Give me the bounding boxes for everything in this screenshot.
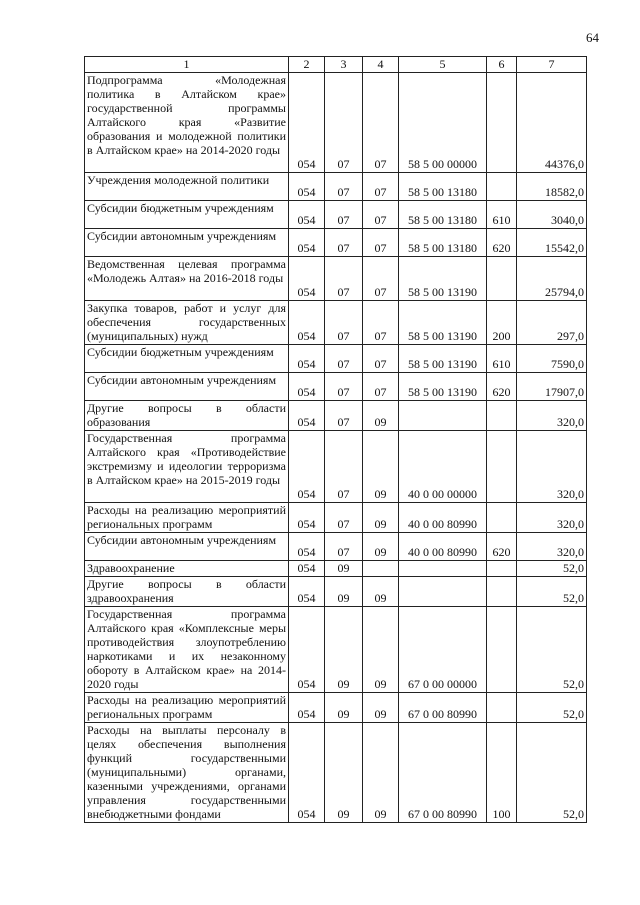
row-ved: 054 xyxy=(289,201,325,229)
row-ved: 054 xyxy=(289,607,325,693)
row-csr: 58 5 00 13190 xyxy=(399,301,487,345)
row-name: Подпрограмма «Молодежная политика в Алтайском крае» государственной программы Алтайского края «Развитие образования и молодежной политики в Алтайском крае» на 2014-2020 годы xyxy=(85,73,289,173)
row-pr: 07 xyxy=(363,229,399,257)
row-rz: 07 xyxy=(325,533,363,561)
row-pr: 09 xyxy=(363,401,399,431)
row-vr xyxy=(487,577,517,607)
row-ved: 054 xyxy=(289,401,325,431)
header-col-1: 1 xyxy=(85,57,289,73)
row-rz: 07 xyxy=(325,503,363,533)
row-ved: 054 xyxy=(289,345,325,373)
row-rz: 07 xyxy=(325,229,363,257)
header-col-4: 4 xyxy=(363,57,399,73)
row-pr: 09 xyxy=(363,693,399,723)
table-row xyxy=(85,173,587,201)
row-csr xyxy=(399,577,487,607)
table-row xyxy=(85,301,587,345)
row-csr: 40 0 00 00000 xyxy=(399,431,487,503)
table-row xyxy=(85,607,587,693)
row-rz: 07 xyxy=(325,401,363,431)
row-vr xyxy=(487,693,517,723)
row-csr: 40 0 00 80990 xyxy=(399,533,487,561)
row-pr: 09 xyxy=(363,533,399,561)
row-rz: 07 xyxy=(325,201,363,229)
row-pr: 09 xyxy=(363,431,399,503)
row-pr: 07 xyxy=(363,373,399,401)
row-vr xyxy=(487,401,517,431)
row-csr: 58 5 00 13190 xyxy=(399,345,487,373)
row-ved: 054 xyxy=(289,561,325,577)
row-vr xyxy=(487,73,517,173)
row-sum: 7590,0 xyxy=(517,345,587,373)
row-name: Государственная программа Алтайского края «Противодействие экстремизму и идеологии терроризма в Алтайском крае» на 2015-2019 годы xyxy=(85,431,289,503)
row-pr: 07 xyxy=(363,301,399,345)
row-rz: 09 xyxy=(325,561,363,577)
row-csr: 58 5 00 13180 xyxy=(399,173,487,201)
table-row xyxy=(85,345,587,373)
header-col-6: 6 xyxy=(487,57,517,73)
row-sum: 52,0 xyxy=(517,561,587,577)
row-name: Другие вопросы в области здравоохранения xyxy=(85,577,289,607)
row-name: Субсидии автономным учреждениям xyxy=(85,229,289,257)
row-rz: 07 xyxy=(325,301,363,345)
row-vr: 100 xyxy=(487,723,517,823)
row-sum: 52,0 xyxy=(517,693,587,723)
row-sum: 297,0 xyxy=(517,301,587,345)
row-pr: 09 xyxy=(363,723,399,823)
row-rz: 09 xyxy=(325,607,363,693)
row-ved: 054 xyxy=(289,431,325,503)
table-row xyxy=(85,723,587,823)
row-name: Расходы на выплаты персоналу в целях обеспечения выполнения функций государственными (муниципальными) органами, казенными учреждениями, органами управления государственными внебюджетными фондами xyxy=(85,723,289,823)
header-row xyxy=(85,57,587,73)
row-rz: 07 xyxy=(325,257,363,301)
row-sum: 320,0 xyxy=(517,533,587,561)
row-rz: 09 xyxy=(325,577,363,607)
row-pr: 07 xyxy=(363,73,399,173)
row-sum: 3040,0 xyxy=(517,201,587,229)
table-body xyxy=(85,73,587,823)
row-vr: 610 xyxy=(487,201,517,229)
row-name: Расходы на реализацию мероприятий региональных программ xyxy=(85,693,289,723)
row-vr xyxy=(487,503,517,533)
row-rz: 09 xyxy=(325,693,363,723)
row-name: Ведомственная целевая программа «Молодежь Алтая» на 2016-2018 годы xyxy=(85,257,289,301)
row-vr xyxy=(487,257,517,301)
table-header xyxy=(85,57,587,73)
row-csr: 58 5 00 13190 xyxy=(399,257,487,301)
row-ved: 054 xyxy=(289,301,325,345)
row-name: Учреждения молодежной политики xyxy=(85,173,289,201)
table-row xyxy=(85,577,587,607)
row-ved: 054 xyxy=(289,577,325,607)
budget-table xyxy=(84,56,587,823)
row-csr: 40 0 00 80990 xyxy=(399,503,487,533)
row-rz: 09 xyxy=(325,723,363,823)
row-sum: 320,0 xyxy=(517,503,587,533)
row-name: Субсидии бюджетным учреждениям xyxy=(85,345,289,373)
table-row xyxy=(85,257,587,301)
row-rz: 07 xyxy=(325,73,363,173)
row-pr: 09 xyxy=(363,577,399,607)
row-pr: 07 xyxy=(363,257,399,301)
table-row xyxy=(85,431,587,503)
row-name: Расходы на реализацию мероприятий региональных программ xyxy=(85,503,289,533)
header-col-5: 5 xyxy=(399,57,487,73)
row-csr: 58 5 00 13180 xyxy=(399,229,487,257)
table-row xyxy=(85,73,587,173)
row-vr xyxy=(487,561,517,577)
header-col-3: 3 xyxy=(325,57,363,73)
row-rz: 07 xyxy=(325,373,363,401)
row-vr xyxy=(487,607,517,693)
row-ved: 054 xyxy=(289,257,325,301)
row-sum: 52,0 xyxy=(517,607,587,693)
row-name: Закупка товаров, работ и услуг для обеспечения государственных (муниципальных) нужд xyxy=(85,301,289,345)
row-ved: 054 xyxy=(289,723,325,823)
row-csr xyxy=(399,561,487,577)
row-sum: 320,0 xyxy=(517,401,587,431)
page-number: 64 xyxy=(586,30,599,45)
row-pr: 07 xyxy=(363,201,399,229)
row-vr: 620 xyxy=(487,229,517,257)
table-row xyxy=(85,561,587,577)
row-sum: 15542,0 xyxy=(517,229,587,257)
row-sum: 44376,0 xyxy=(517,73,587,173)
table-row xyxy=(85,503,587,533)
header-col-7: 7 xyxy=(517,57,587,73)
row-vr xyxy=(487,173,517,201)
row-csr: 67 0 00 80990 xyxy=(399,693,487,723)
row-csr: 58 5 00 13190 xyxy=(399,373,487,401)
table-row xyxy=(85,401,587,431)
table-row xyxy=(85,229,587,257)
row-name: Государственная программа Алтайского края «Комплексные меры противодействия злоупотреблению наркотиками и их незаконному обороту в Алтайском крае» на 2014-2020 годы xyxy=(85,607,289,693)
row-pr: 07 xyxy=(363,173,399,201)
row-ved: 054 xyxy=(289,173,325,201)
row-vr: 200 xyxy=(487,301,517,345)
row-ved: 054 xyxy=(289,503,325,533)
table-row xyxy=(85,533,587,561)
row-vr xyxy=(487,431,517,503)
row-sum: 52,0 xyxy=(517,723,587,823)
row-vr: 620 xyxy=(487,533,517,561)
table-row xyxy=(85,373,587,401)
header-col-2: 2 xyxy=(289,57,325,73)
row-ved: 054 xyxy=(289,229,325,257)
row-rz: 07 xyxy=(325,431,363,503)
row-ved: 054 xyxy=(289,373,325,401)
row-pr: 09 xyxy=(363,607,399,693)
row-sum: 17907,0 xyxy=(517,373,587,401)
row-sum: 25794,0 xyxy=(517,257,587,301)
row-sum: 320,0 xyxy=(517,431,587,503)
row-ved: 054 xyxy=(289,533,325,561)
row-sum: 52,0 xyxy=(517,577,587,607)
row-name: Здравоохранение xyxy=(85,561,289,577)
row-pr: 07 xyxy=(363,345,399,373)
row-name: Субсидии автономным учреждениям xyxy=(85,533,289,561)
row-vr: 610 xyxy=(487,345,517,373)
row-ved: 054 xyxy=(289,693,325,723)
row-ved: 054 xyxy=(289,73,325,173)
row-csr: 58 5 00 00000 xyxy=(399,73,487,173)
row-name: Субсидии бюджетным учреждениям xyxy=(85,201,289,229)
row-pr xyxy=(363,561,399,577)
row-csr xyxy=(399,401,487,431)
row-name: Субсидии автономным учреждениям xyxy=(85,373,289,401)
row-csr: 67 0 00 80990 xyxy=(399,723,487,823)
row-pr: 09 xyxy=(363,503,399,533)
row-csr: 58 5 00 13180 xyxy=(399,201,487,229)
row-sum: 18582,0 xyxy=(517,173,587,201)
table-row xyxy=(85,201,587,229)
row-vr: 620 xyxy=(487,373,517,401)
row-csr: 67 0 00 00000 xyxy=(399,607,487,693)
table-row xyxy=(85,693,587,723)
row-rz: 07 xyxy=(325,345,363,373)
row-rz: 07 xyxy=(325,173,363,201)
row-name: Другие вопросы в области образования xyxy=(85,401,289,431)
